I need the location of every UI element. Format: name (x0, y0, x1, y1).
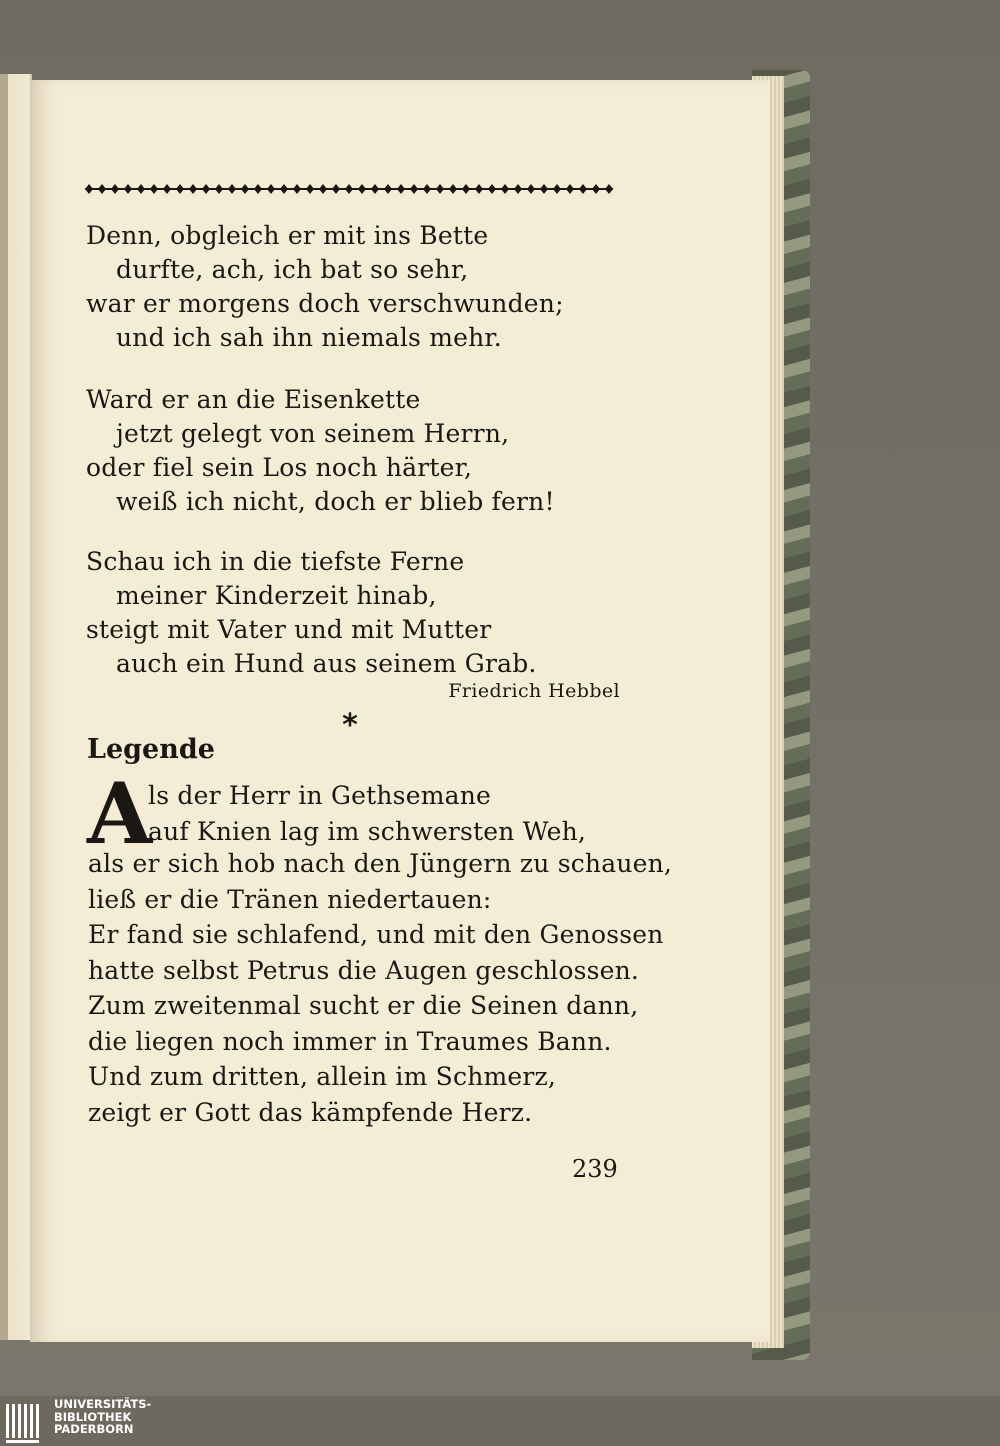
ornament-diamond (579, 184, 587, 194)
verse-line: ls der Herr in Gethsemane (148, 781, 492, 810)
stanza-1 (86, 219, 646, 355)
verse-line: Zum zweitenmal sucht er die Seinen dann, (88, 991, 639, 1020)
ornament-diamond (527, 184, 535, 194)
ornament-diamond (345, 184, 353, 194)
poem-author: Friedrich Hebbel (448, 680, 620, 702)
ornament-diamond (397, 184, 405, 194)
page-number: 239 (572, 1155, 618, 1183)
ornament-diamond (501, 184, 509, 194)
verse-line: hatte selbst Petrus die Augen geschlossen. (88, 955, 640, 985)
ornament-diamond (215, 184, 223, 194)
legend-first-lines (148, 778, 708, 849)
library-name-line: BIBLIOTHEK (54, 1409, 132, 1424)
ornament-diamond (111, 184, 119, 194)
legend-body (88, 846, 673, 1130)
library-logo-icon (4, 1400, 48, 1444)
left-cover-edge (0, 74, 8, 1340)
verse-line: ließ er die Tränen niedertauen: (88, 884, 492, 914)
verse-line: Schau ich in die tiefste Ferne (86, 547, 465, 576)
verse-line: steigt mit Vater und mit Mutter (86, 615, 492, 644)
poem-title: Legende (87, 734, 215, 765)
ornament-diamond (462, 184, 470, 194)
ornament-diamond (176, 184, 184, 194)
ornament-diamond (241, 184, 249, 194)
ornament-diamond (85, 184, 93, 194)
ornament-diamond (332, 184, 340, 194)
stanza-2 (86, 383, 646, 519)
verse-line: jetzt gelegt von seinem Herrn, (116, 419, 510, 448)
ornament-diamond (189, 184, 197, 194)
ornament-diamond (410, 184, 418, 194)
verse-line: zeigt er Gott das kämpfende Herz. (88, 1097, 533, 1127)
ornament-diamond (98, 184, 106, 194)
verse-line: weiß ich nicht, doch er blieb fern! (116, 487, 555, 516)
verse-line: Und zum dritten, allein im Schmerz, (88, 1062, 557, 1091)
ornament-diamond (306, 184, 314, 194)
ornament-diamond (202, 184, 210, 194)
library-name (54, 1398, 151, 1436)
ornament-diamond (384, 184, 392, 194)
stanza-3 (86, 545, 646, 681)
ornament-diamond (514, 184, 522, 194)
verse-line: Er fand sie schlafend, und mit den Genossen (88, 920, 664, 949)
verse-line: die liegen noch immer in Traumes Bann. (88, 1026, 612, 1056)
ornament-diamond (475, 184, 483, 194)
verse-line: auch ein Hund aus seinem Grab. (116, 649, 537, 678)
library-name-line: UNIVERSITÄTS- (54, 1397, 152, 1411)
library-name-line: PADERBORN (54, 1422, 134, 1436)
verse-line: und ich sah ihn niemals mehr. (116, 323, 502, 352)
ornament-diamond (605, 184, 613, 194)
ornament-diamond (449, 184, 457, 194)
verse-line: war er morgens doch verschwunden; (86, 289, 564, 318)
verse-line: auf Knien lag im schwersten Weh, (148, 816, 587, 846)
ornament-diamond (267, 184, 275, 194)
ornament-diamond (488, 184, 496, 194)
ornament-diamond (358, 184, 366, 194)
verse-line: Denn, obgleich er mit ins Bette (86, 221, 489, 250)
ornament-diamond (371, 184, 379, 194)
ornament-diamond (566, 184, 574, 194)
ornament-diamond (319, 184, 327, 194)
ornament-diamond (254, 184, 262, 194)
ornament-diamond (150, 184, 158, 194)
verse-line: oder fiel sein Los noch härter, (86, 453, 473, 482)
ornament-diamond (540, 184, 548, 194)
verse-line: durfte, ach, ich bat so sehr, (116, 255, 469, 284)
ornament-rule (85, 183, 613, 195)
section-separator: * (342, 708, 358, 743)
ornament-diamond (436, 184, 444, 194)
ornament-diamond (553, 184, 561, 194)
verse-line: Ward er an die Eisenkette (86, 385, 421, 414)
ornament-diamond (293, 184, 301, 194)
ornament-diamond (280, 184, 288, 194)
ornament-diamond (592, 184, 600, 194)
ornament-diamond (137, 184, 145, 194)
verse-line: als er sich hob nach den Jüngern zu schauen, (88, 849, 673, 878)
ornament-diamond (228, 184, 236, 194)
drop-cap: A (87, 764, 153, 863)
ornament-diamond (124, 184, 132, 194)
verse-line: meiner Kinderzeit hinab, (116, 581, 437, 610)
ornament-diamond (423, 184, 431, 194)
ornament-diamond (163, 184, 171, 194)
